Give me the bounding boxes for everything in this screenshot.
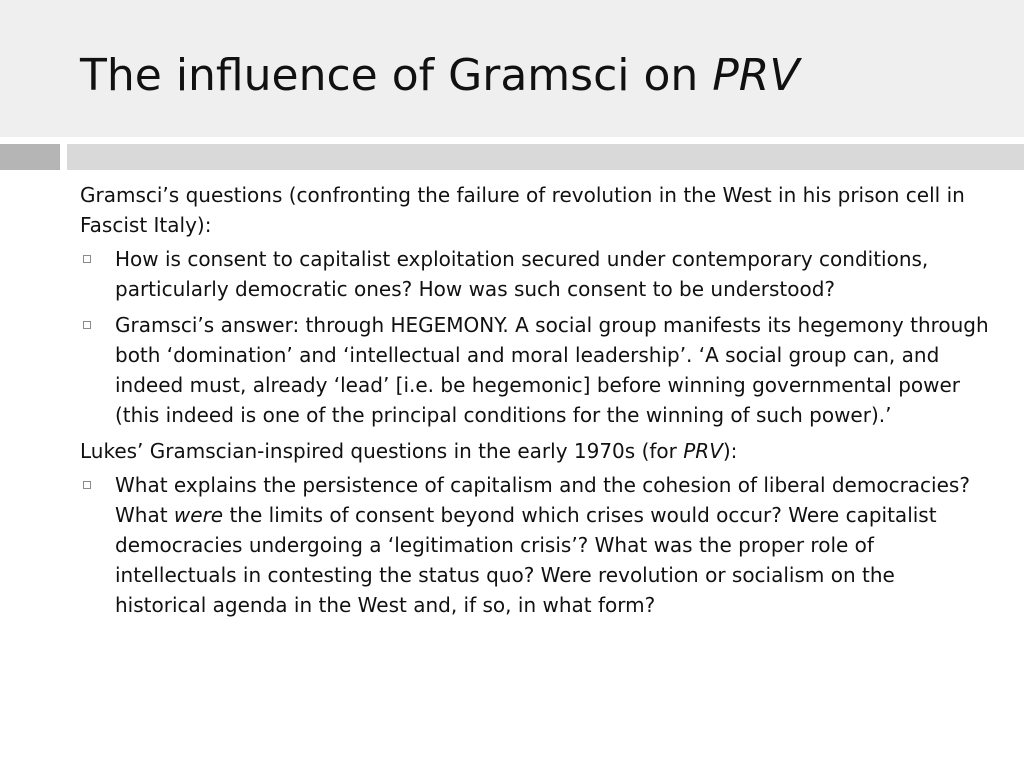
lukes-questions-intro bbox=[80, 436, 990, 466]
gramsci-questions-intro bbox=[80, 180, 990, 240]
slide-title-text: The influence of Gramsci on bbox=[80, 50, 713, 101]
square-bullet-icon bbox=[83, 255, 91, 263]
list-item bbox=[80, 244, 990, 304]
square-bullet-icon bbox=[83, 321, 91, 329]
bullet-text-after: the limits of consent beyond which crises would occur? Were capitalist democracies undergoing a ‘legitimation crisis’? What was the proper role of intellectuals in contesting the status quo? Were revolution or socialism on the historical agenda in the West and, if so, in what form? bbox=[115, 503, 937, 617]
slide-title bbox=[80, 50, 799, 103]
square-bullet-icon bbox=[83, 481, 91, 489]
accent-bar-left bbox=[0, 144, 60, 170]
list-item bbox=[80, 310, 990, 430]
bullet-text-before: What explains the persistence of capitalism and the cohesion of liberal democracies? What bbox=[115, 473, 970, 527]
lukes-intro-emphasis: PRV bbox=[683, 439, 723, 463]
accent-bar-right bbox=[67, 144, 1024, 170]
gramsci-questions-list bbox=[80, 244, 990, 430]
lukes-intro-text: Lukes’ Gramscian-inspired questions in the early 1970s (for bbox=[80, 439, 684, 463]
lukes-intro-after: ): bbox=[722, 439, 738, 463]
bullet-text: Gramsci’s answer: through HEGEMONY. A social group manifests its hegemony through both ‘domination’ and ‘intellectual and moral leadership’. ‘A social group can, and indeed must, already ‘lead’ [i.e. be hegemonic] before winning governmental power (this indeed is one of the principal conditions for the winning of such power).’ bbox=[115, 313, 989, 427]
gramsci-questions-intro-text: Gramsci’s questions (confronting the failure of revolution in the West in his prison cell in Fascist Italy): bbox=[80, 183, 965, 237]
lukes-questions-list bbox=[80, 470, 990, 620]
slide-body bbox=[80, 180, 990, 626]
list-item bbox=[80, 470, 990, 620]
bullet-text-emphasis: were bbox=[173, 503, 224, 527]
slide-title-emphasis: PRV bbox=[712, 50, 800, 101]
bullet-text: How is consent to capitalist exploitation secured under contemporary conditions, particularly democratic ones? How was such consent to be understood? bbox=[115, 247, 929, 301]
bullet-text bbox=[115, 473, 970, 617]
